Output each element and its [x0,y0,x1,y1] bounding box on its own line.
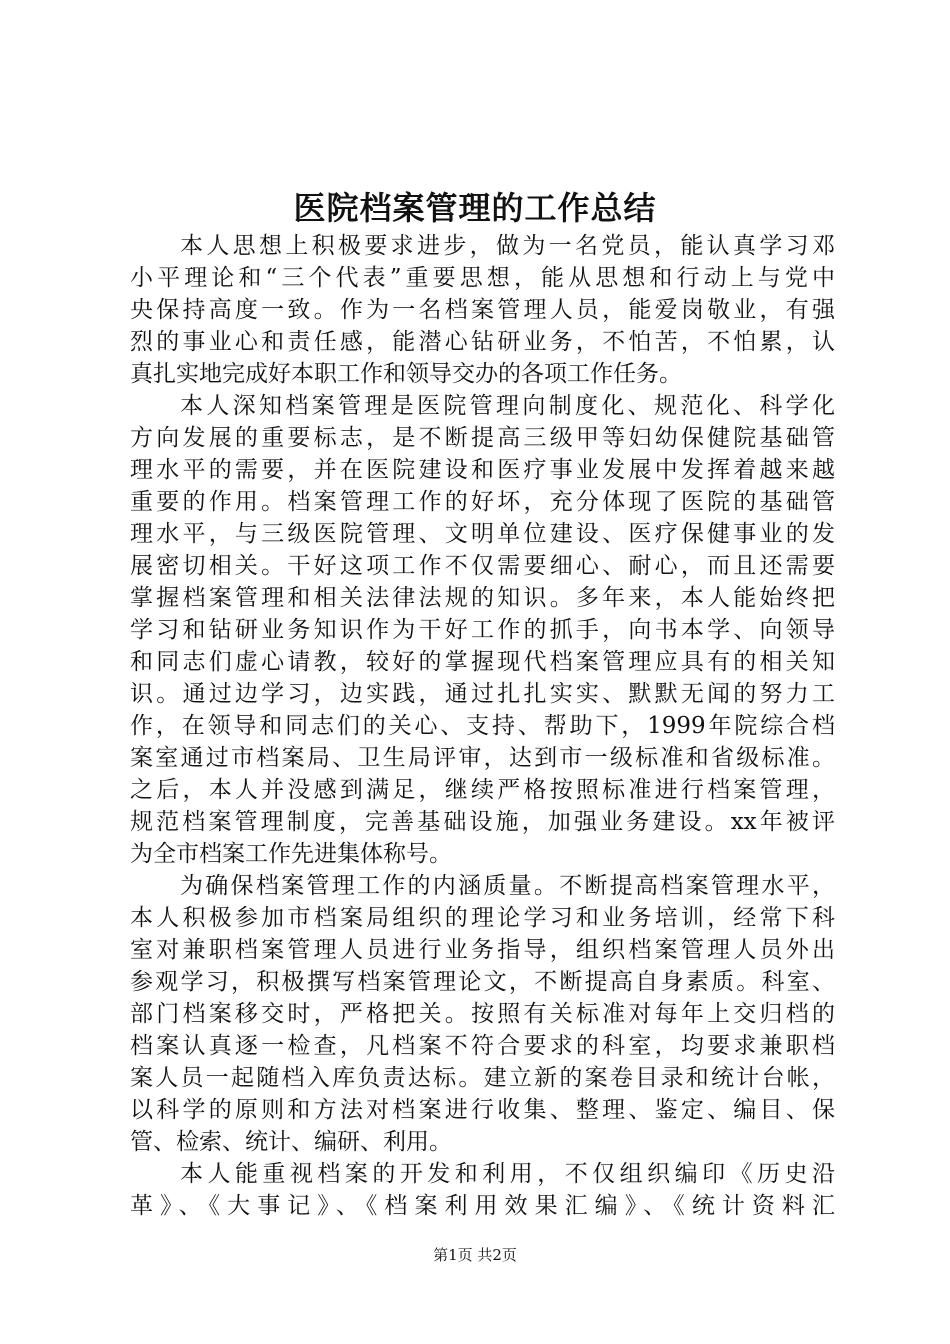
body-line: 为确保档案管理工作的内涵质量。不断提高档案管理水平， [180,873,835,899]
body-line: 重要的作用。档案管理工作的好坏，充分体现了医院的基础管 [130,489,835,515]
body-line: 理水平的需要，并在医院建设和医疗事业发展中发挥着越来越 [130,457,835,483]
body-line: 识。通过边学习，边实践，通过扎扎实实、默默无闻的努力工 [130,681,835,707]
body-line: 案人员一起随档入库负责达标。建立新的案卷目录和统计台帐， [130,1065,835,1091]
body-line: 真扎实地完成好本职工作和领导交办的各项工作任务。 [130,361,682,387]
page-footer: 第1页 共2页 [433,1246,517,1264]
document-title: 医院档案管理的工作总结 [293,189,657,227]
body-line: 展密切相关。干好这项工作不仅需要细心、耐心，而且还需要 [130,553,835,579]
body-line: 本人积极参加市档案局组织的理论学习和业务培训，经常下科 [130,905,835,931]
body-line: 以科学的原则和方法对档案进行收集、整理、鉴定、编目、保 [130,1097,835,1123]
body-line: 之后，本人并没感到满足，继续严格按照标准进行档案管理， [130,777,835,803]
body-line: 为全市档案工作先进集体称号。 [130,841,452,867]
body-line: 本人思想上积极要求进步，做为一名党员，能认真学习邓 [180,233,835,259]
body-line: 掌握档案管理和相关法律法规的知识。多年来，本人能始终把 [130,585,835,611]
body-line: 方向发展的重要标志，是不断提高三级甲等妇幼保健院基础管 [130,425,835,451]
body-line: 理水平，与三级医院管理、文明单位建设、医疗保健事业的发 [130,521,835,547]
body-line: 档案认真逐一检查，凡档案不符合要求的科室，均要求兼职档 [130,1033,835,1059]
body-line: 央保持高度一致。作为一名档案管理人员，能爱岗敬业，有强 [130,297,835,323]
body-line: 管、检索、统计、编研、利用。 [130,1129,452,1155]
body-line: 革》、《大事记》、《档案利用效果汇编》、《统计资料汇 [130,1193,835,1219]
body-line: 学习和钻研业务知识作为干好工作的抓手，向书本学、向领导 [130,617,835,643]
body-line: 烈的事业心和责任感，能潜心钻研业务，不怕苦，不怕累，认 [130,329,835,355]
body-line: 参观学习，积极撰写档案管理论文，不断提高自身素质。科室、 [130,969,835,995]
body-line: 和同志们虚心请教，较好的掌握现代档案管理应具有的相关知 [130,649,835,675]
body-line: 案室通过市档案局、卫生局评审，达到市一级标准和省级标准。 [130,745,835,771]
body-line: 室对兼职档案管理人员进行业务指导，组织档案管理人员外出 [130,937,835,963]
body-line: 本人深知档案管理是医院管理向制度化、规范化、科学化 [180,393,835,419]
body-line: 规范档案管理制度，完善基础设施，加强业务建设。xx年被评 [130,809,835,835]
document-body [130,230,835,1222]
body-line: 本人能重视档案的开发和利用，不仅组织编印《历史沿 [180,1161,835,1187]
body-line: 小平理论和“三个代表”重要思想，能从思想和行动上与党中 [130,265,835,291]
body-line: 作，在领导和同志们的关心、支持、帮助下，1999年院综合档 [130,713,835,739]
body-line: 部门档案移交时，严格把关。按照有关标准对每年上交归档的 [130,1001,835,1027]
